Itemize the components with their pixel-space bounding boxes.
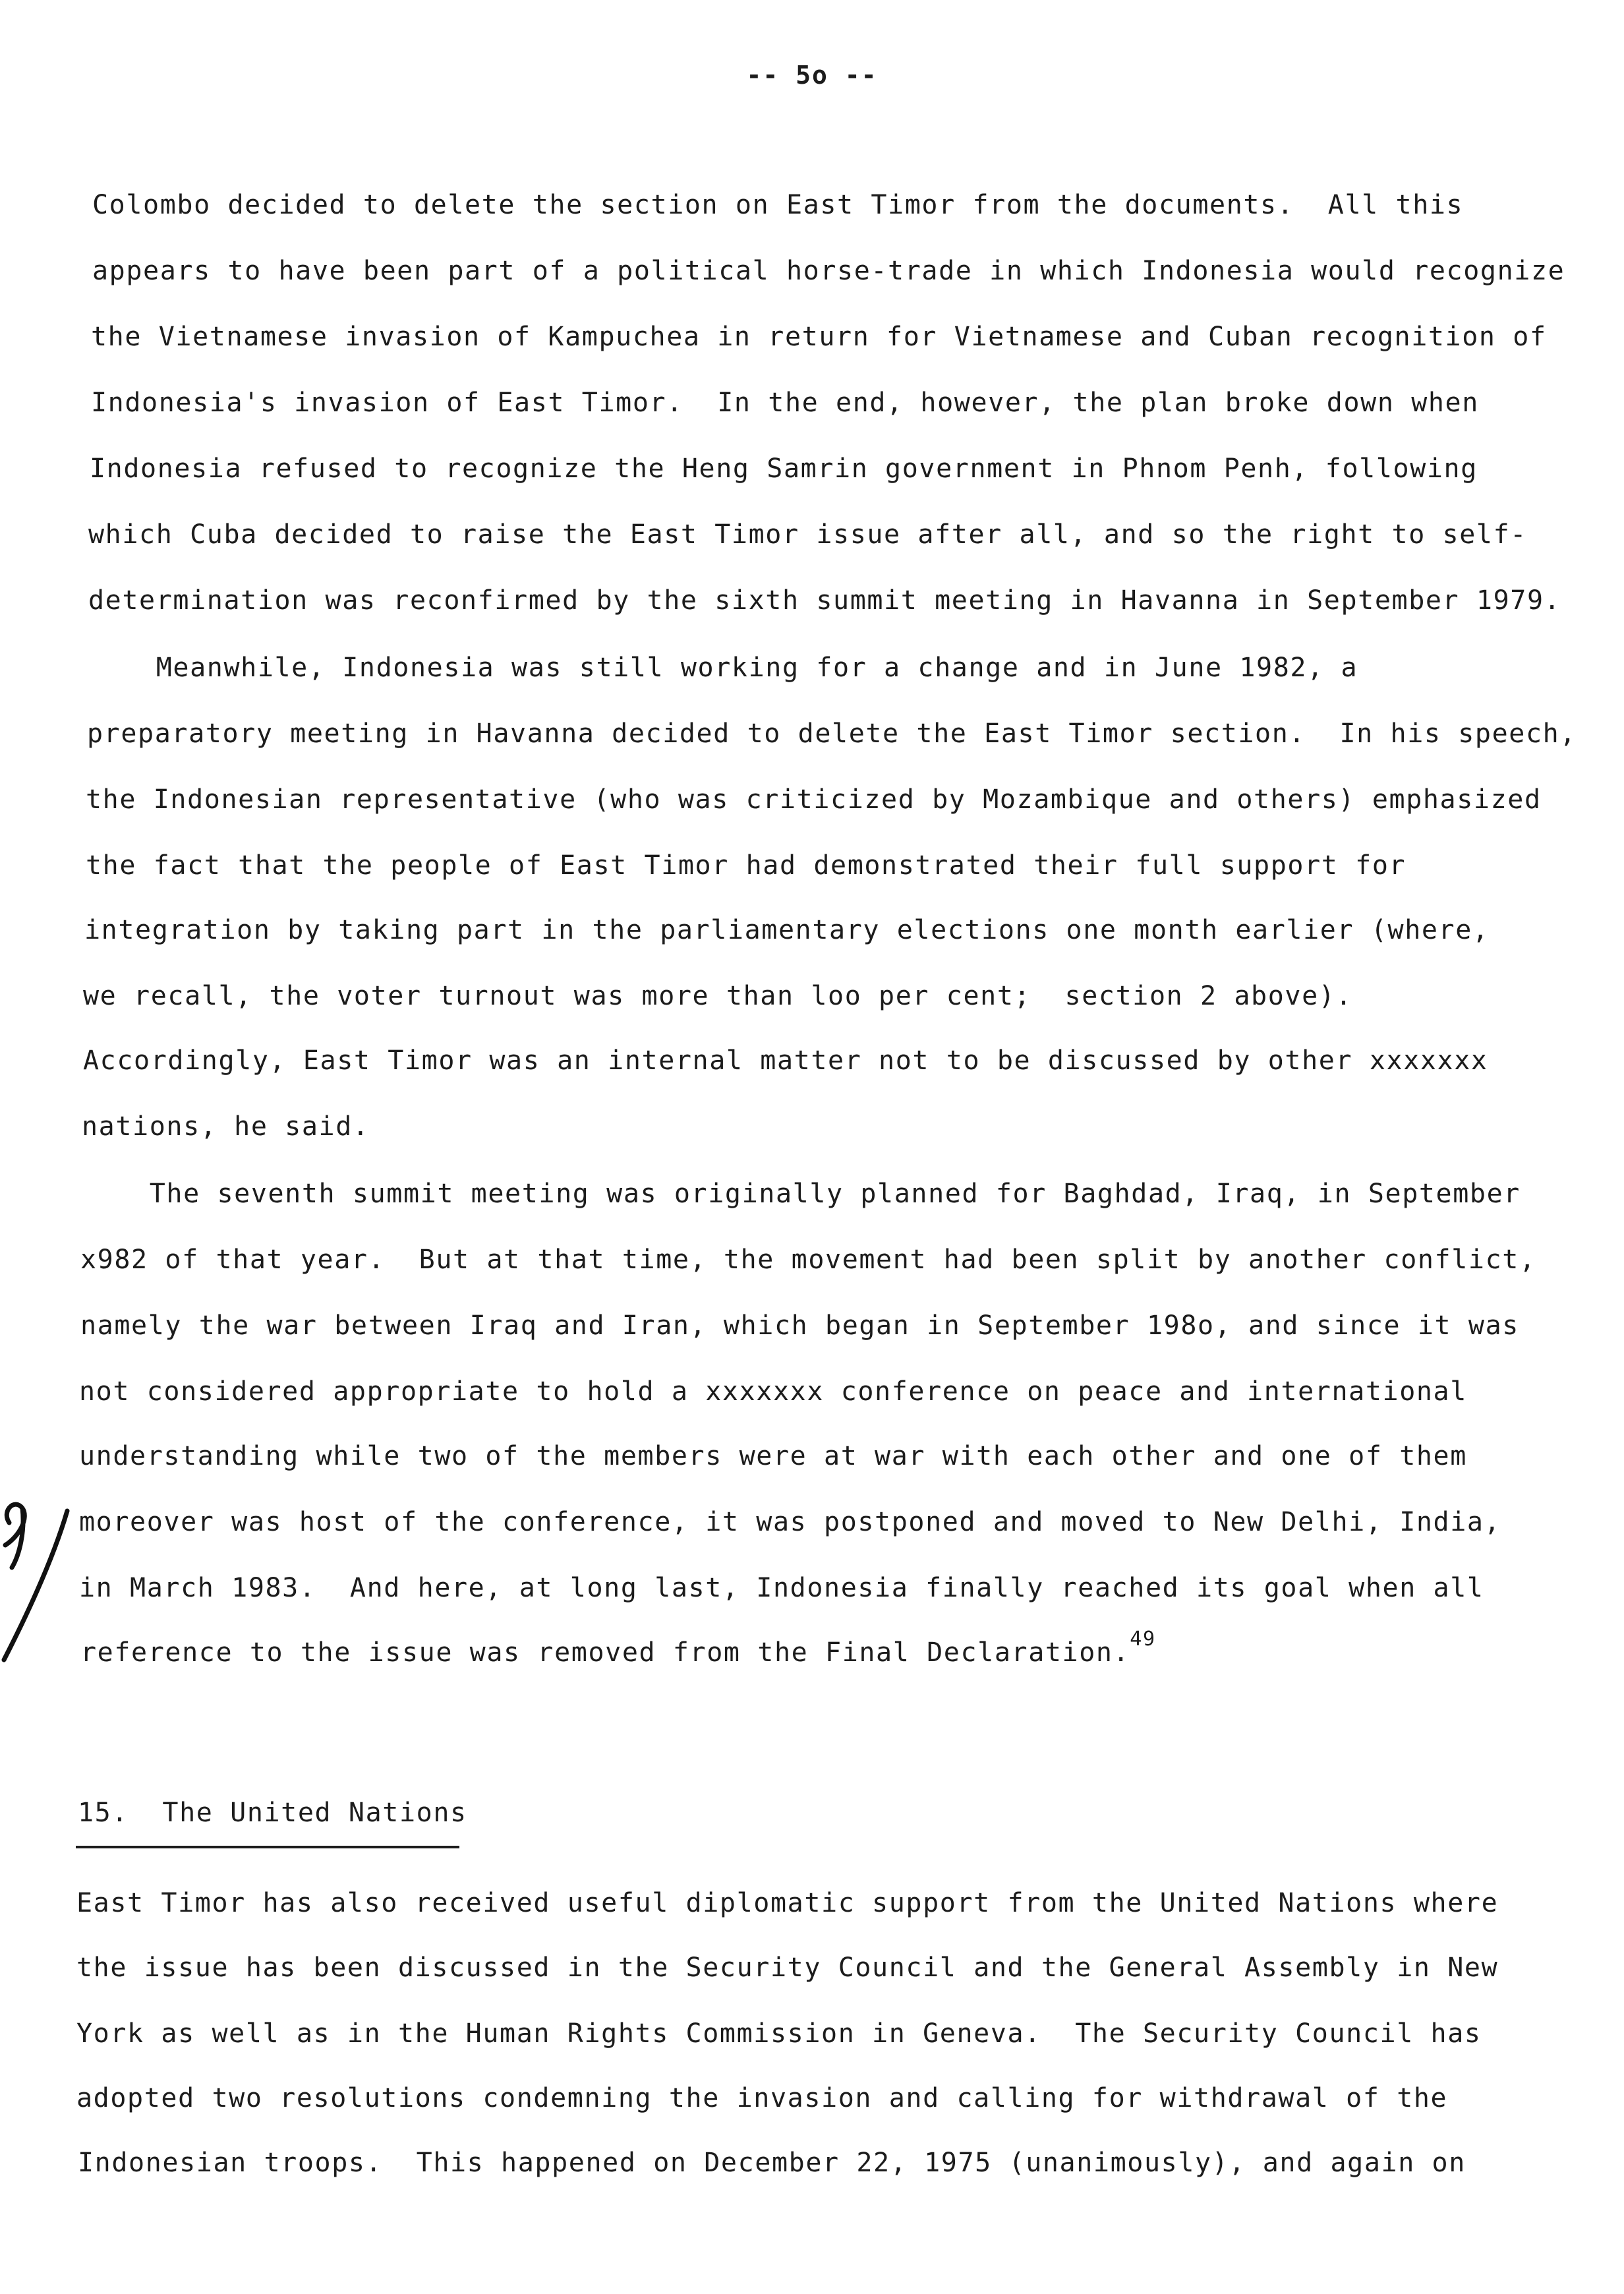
text-line: in March 1983. And here, at long last, Indonesia finally reached its goal when all <box>79 1573 1484 1603</box>
text-line: the Vietnamese invasion of Kampuchea in return for Vietnamese and Cuban recognition of <box>91 322 1547 352</box>
text-line: determination was reconfirmed by the sixth summit meeting in Havanna in September 1979. <box>88 585 1561 616</box>
section-heading: 15. The United Nations <box>78 1798 467 1828</box>
text-line: Indonesian troops. This happened on December 22, 1975 (unanimously), and again on <box>78 2148 1466 2178</box>
handwritten-margin-annotation <box>0 1496 72 1668</box>
text-line: Meanwhile, Indonesia was still working for a change and in June 1982, a <box>88 653 1358 683</box>
text-line: namely the war between Iraq and Iran, which began in September 198o, and since it was <box>80 1310 1519 1341</box>
text-line: York as well as in the Human Rights Commission in Geneva. The Security Council has <box>76 2018 1482 2049</box>
text-line: appears to have been part of a political horse-trade in which Indonesia would recognize <box>92 256 1565 286</box>
text-line: not considered appropriate to hold a xxxxxxx conference on peace and international <box>79 1376 1467 1407</box>
heading-underline <box>76 1846 459 1848</box>
text-line: the issue has been discussed in the Security Council and the General Assembly in New <box>76 1953 1499 1983</box>
text-line: which Cuba decided to raise the East Timor issue after all, and so the right to self- <box>88 519 1527 550</box>
text-line: adopted two resolutions condemning the invasion and calling for withdrawal of the <box>76 2083 1448 2113</box>
text-line: reference to the issue was removed from the Final Declaration. <box>80 1637 1130 1668</box>
text-line: nations, he said. <box>82 1111 370 1142</box>
text-line: Accordingly, East Timor was an internal matter not to be discussed by other xxxxxxx <box>83 1045 1488 1076</box>
text-line: Indonesia refused to recognize the Heng Samrin government in Phnom Penh, following <box>90 454 1478 484</box>
text-line: East Timor has also received useful diplomatic support from the United Nations where <box>76 1888 1499 1918</box>
text-line: Colombo decided to delete the section on East Timor from the documents. All this <box>92 190 1464 220</box>
text-line: moreover was host of the conference, it was postponed and moved to New Delhi, India, <box>79 1507 1501 1537</box>
text-line: Indonesia's invasion of East Timor. In the end, however, the plan broke down when <box>91 388 1479 418</box>
text-line: understanding while two of the members were at war with each other and one of them <box>79 1441 1467 1471</box>
text-line: x982 of that year. But at that time, the movement had been split by another conflict, <box>80 1245 1536 1275</box>
text-line: preparatory meeting in Havanna decided to delete the East Timor section. In his speech, <box>87 719 1577 749</box>
text-line: integration by taking part in the parliamentary elections one month earlier (where, <box>84 915 1490 945</box>
text-line: the fact that the people of East Timor had demonstrated their full support for <box>86 850 1406 881</box>
text-line-with-footnote <box>80 1628 1156 1668</box>
footnote-reference: 49 <box>1130 1628 1156 1651</box>
page-number: -- 5o -- <box>746 61 878 90</box>
text-line: the Indonesian representative (who was criticized by Mozambique and others) emphasized <box>86 784 1542 815</box>
text-line: we recall, the voter turnout was more than loo per cent; section 2 above). <box>83 981 1353 1011</box>
text-line: The seventh summit meeting was originally planned for Baghdad, Iraq, in September <box>82 1179 1521 1209</box>
